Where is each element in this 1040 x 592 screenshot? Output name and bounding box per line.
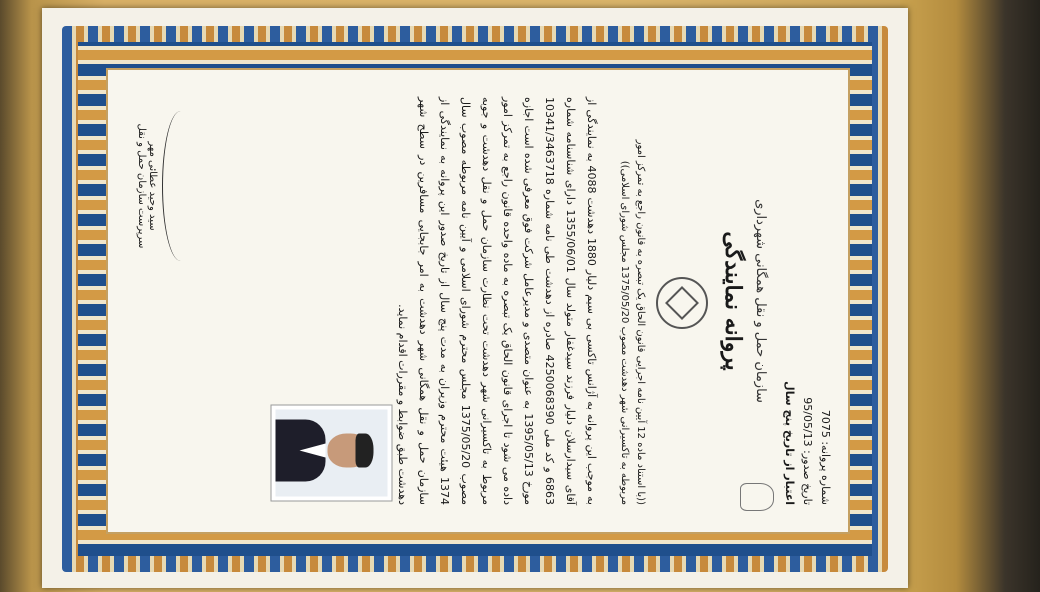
- validity-text: اعتبار از تاریخ پنج سال: [783, 381, 796, 505]
- legal-reference: [616, 97, 648, 505]
- signature-block: [136, 111, 199, 261]
- legal-reference-line1: ((با استناد ماده 12 آیین نامه اجرایی قانون الحاق یک تبصره به قانون راجع به تمرکز امور: [635, 139, 646, 505]
- organization-logo-icon: [656, 277, 708, 329]
- photo-hair: [356, 434, 374, 468]
- certificate-number-value: 7075: [819, 409, 832, 438]
- certificate-content: [106, 68, 850, 534]
- background-edge: [900, 0, 1040, 592]
- issue-date: [801, 397, 814, 505]
- organization-name: سازمان حمل و نقل همگانی شهرداری: [753, 199, 768, 403]
- certificate-title: پروانه نمایندگی: [720, 231, 746, 371]
- rotated-document: [118, 81, 838, 521]
- legal-reference-line2: مربوطه به تاکسیرانی شهر دهدشت مصوب 1375/05/20 مجلس شورای اسلامی)): [619, 160, 630, 505]
- issue-date-value: 95/05/13: [801, 397, 814, 447]
- certificate-number: [819, 410, 832, 505]
- signature-role: سرپرست سازمان حمل و نقل: [136, 123, 147, 249]
- certificate-page: [42, 8, 908, 588]
- issue-date-label: تاریخ صدور:: [801, 450, 814, 505]
- certificate-body: به موجب این پروانه به آژانس تاکسی بی سیم دلیار 1880 دهدشت 4088 به نمایندگی از آقای سیدارسلان دلیار فرزند سیدغفار متولد سال 1355/06/01 دارای شناسنامه شماره 6863 و کد ملی 4250068390 صادره از دهدشت طی نامه شماره 10341/3463718 مورخ 1395/05/13 به عنوان متصدی و مدیرعامل شرکت فوق معرفی شده است اجازه داده می شود تا اجرای قانون الحاق یک تبصره به ماده واحده قانون راجع به تمرکز امور مربوط به تاکسیرانی شهر دهدشت تحت نظارت سازمان حمل و نقل دهدشت و جوبه مصوب 1375/05/20 مجلس محترم شورای اسلامی و آیین نامه مربوطه مصوب سال 1374 هیئت محترم وزیران به مدت پنج سال از تاریخ صدور این پروانه به نمایندگی از سازمان حمل و نقل همگانی شهر دهدشت به امر جابجایی مسافرین در سطح شهر دهدشت طبق ضوابط و مقررات اقدام نماید.: [396, 97, 598, 505]
- holder-photo: [271, 405, 393, 502]
- certificate-number-label: شماره پروانه:: [819, 441, 832, 505]
- signature-scribble: [162, 111, 199, 261]
- signature-name: سید وحید عطائی مهر: [147, 141, 158, 231]
